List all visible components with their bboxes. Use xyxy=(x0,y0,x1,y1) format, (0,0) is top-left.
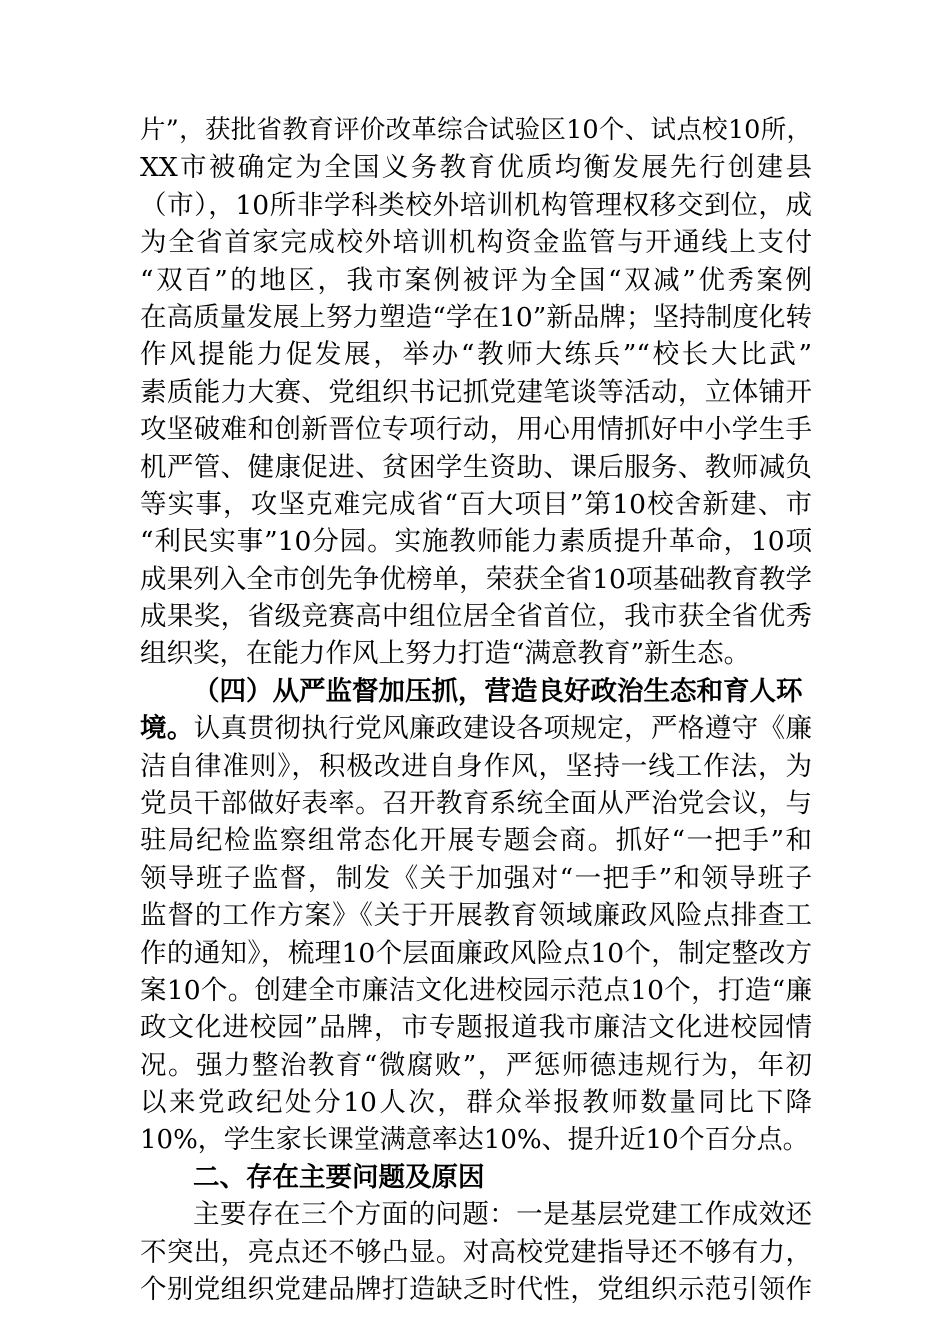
text-line: 成果列入全市创先争优榜单，荣获全省10项基础教育教学 xyxy=(140,563,812,595)
text-line: 案10个。创建全市廉洁文化进校园示范点10个，打造“廉 xyxy=(140,974,812,1006)
text-line: （市），10所非学科类校外培训机构管理权移交到位，成 xyxy=(140,189,812,221)
text-line: “利民实事”10分园。实施教师能力素质提升革命，10项 xyxy=(140,526,812,558)
section-heading-4: （四）从严监督加压抓，营造良好政治生态和育人环 xyxy=(193,675,803,707)
text-line: “双百”的地区，我市案例被评为全国“双减”优秀案例 xyxy=(140,264,812,296)
text-line: 政文化进校园”品牌，市专题报道我市廉洁文化进校园情 xyxy=(140,1012,812,1044)
text-line: 领导班子监督，制发《关于加强对“一把手”和领导班子 xyxy=(140,862,812,894)
text-line xyxy=(140,710,812,747)
text-line: 党员干部做好表率。召开教育系统全面从严治党会议，与 xyxy=(140,788,812,820)
text-line: 驻局纪检监察组常态化开展专题会商。抓好“一把手”和 xyxy=(140,825,812,857)
text-line: 攻坚破难和创新晋位专项行动，用心用情抓好中小学生手 xyxy=(140,414,812,446)
text-line: 素质能力大赛、党组织书记抓党建笔谈等活动，立体铺开 xyxy=(140,376,812,408)
text-line: 作的通知》，梳理10个层面廉政风险点10个，制定整改方 xyxy=(140,937,812,969)
text-line: 作风提能力促发展，举办“教师大练兵”“校长大比武” xyxy=(140,339,812,371)
text-line: 在高质量发展上努力塑造“学在10”新品牌；坚持制度化转 xyxy=(140,301,812,333)
text-line: 况。强力整治教育“微腐败”，严惩师德违规行为，年初 xyxy=(140,1049,812,1081)
text-run: 认真贯彻执行党风廉政建设各项规定，严格遵守《廉 xyxy=(193,713,813,745)
text-line: 等实事，攻坚克难完成省“百大项目”第10校舍新建、市 xyxy=(140,488,812,520)
text-line: 监督的工作方案》《关于开展教育领域廉政风险点排查工 xyxy=(140,900,812,932)
text-line: 10%，学生家长课堂满意率达10%、提升近10个百分点。 xyxy=(140,1124,809,1155)
text-line: 为全省首家完成校外培训机构资金监管与开通线上支付 xyxy=(140,227,812,259)
section-heading-2: 二、存在主要问题及原因 xyxy=(193,1161,485,1193)
text-line: 机严管、健康促进、贫困学生资助、课后服务、教师减负 xyxy=(140,451,812,483)
text-line: 组织奖，在能力作风上努力打造“满意教育”新生态。 xyxy=(140,638,751,670)
text-line: 以来党政纪处分10人次，群众举报教师数量同比下降 xyxy=(140,1087,812,1119)
text-line: 片”，获批省教育评价改革综合试验区10个、试点校10所， xyxy=(140,115,812,145)
section-heading-4-end: 境。 xyxy=(140,713,194,745)
text-line: 个别党组织党建品牌打造缺乏时代性，党组织示范引领作 xyxy=(140,1274,812,1306)
text-line: 主要存在三个方面的问题：一是基层党建工作成效还 xyxy=(193,1199,812,1231)
text-line: 不突出，亮点还不够凸显。对高校党建指导还不够有力， xyxy=(140,1236,812,1268)
text-line: XX市被确定为全国义务教育优质均衡发展先行创建县 xyxy=(140,152,812,184)
text-line: 成果奖，省级竞赛高中组位居全省首位，我市获全省优秀 xyxy=(140,601,812,633)
body-text xyxy=(140,112,812,1309)
text-line: 洁自律准则》，积极改进自身作风，坚持一线工作法，为 xyxy=(140,750,812,782)
